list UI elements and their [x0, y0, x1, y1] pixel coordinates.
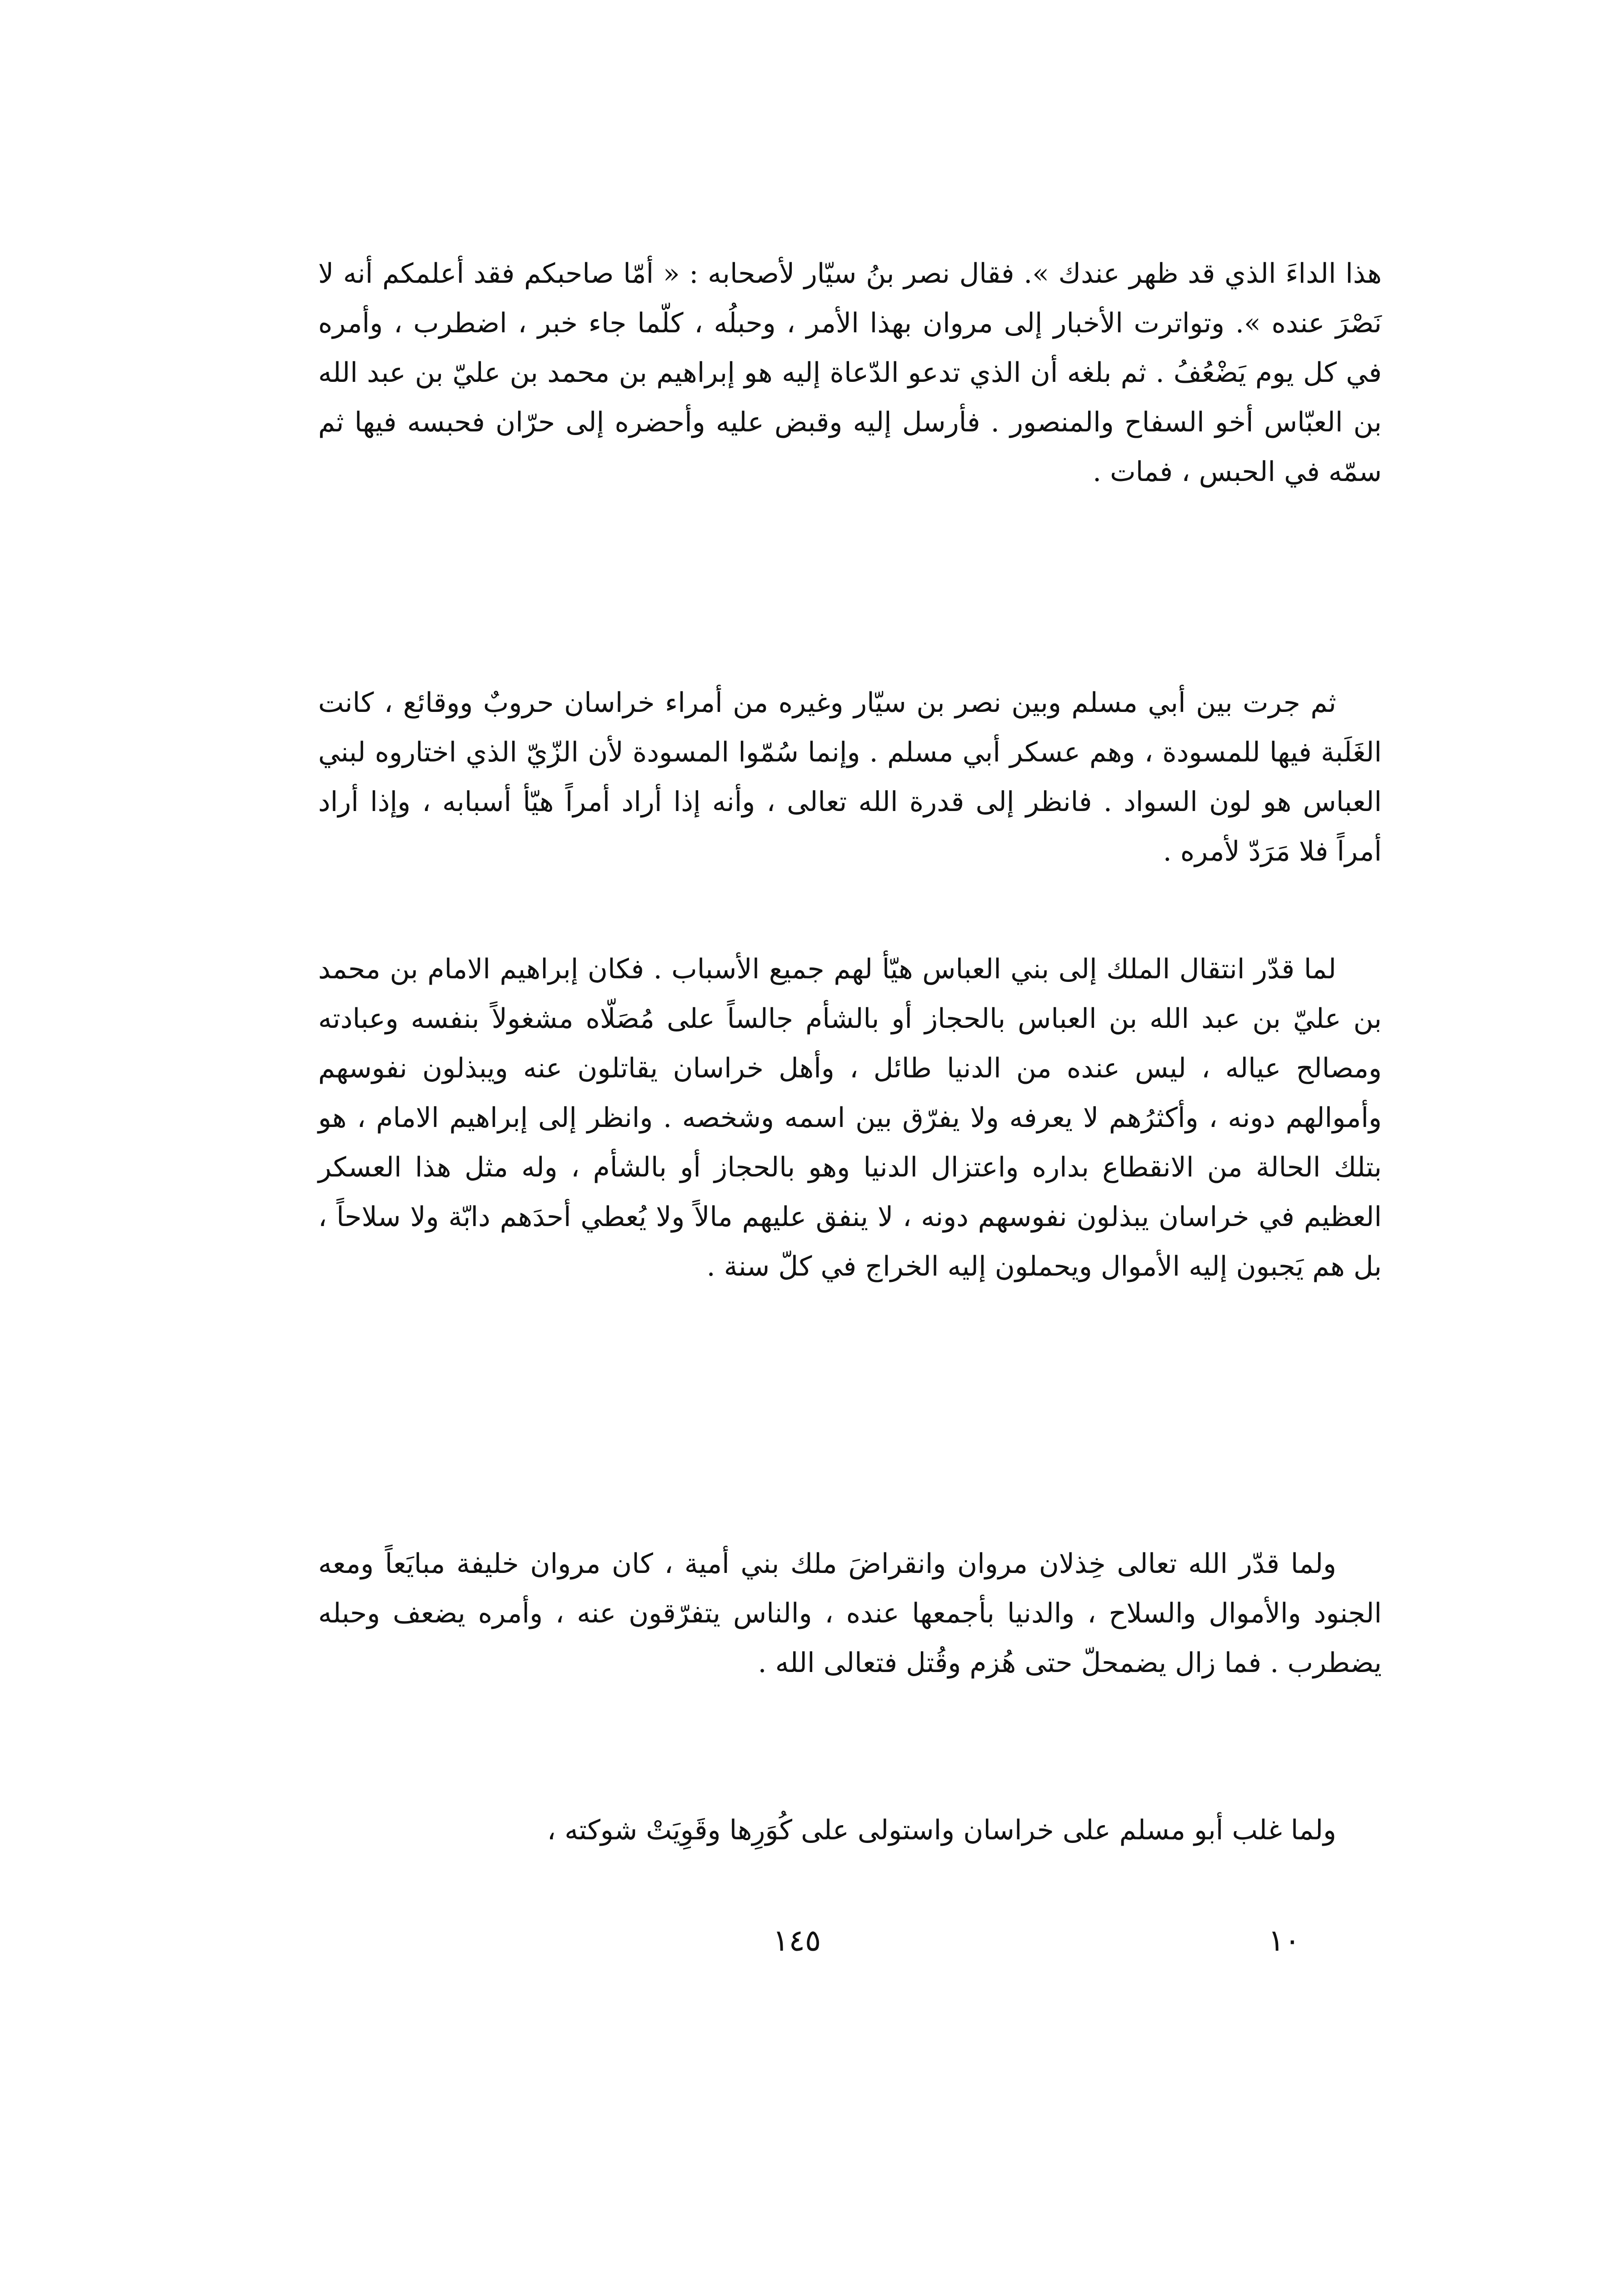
- paragraph-text: ولما غلب أبو مسلم على خراسان واستولى على كُوَرِها وقَوِيَتْ شوكته ،: [547, 1814, 1336, 1846]
- paragraph-text: ولما قدّر الله تعالى خِذلان مروان وانقراضَ ملك بني أمية ، كان مروان خليفة مبايَعاً ومعه الجنود والأموال والسلاح ، والدنيا بأجمعها عنده ، والناس يتفرّقون عنه ، وأمره يضعف وحبله يضطرب . فما زال يضمحلّ حتى هُزم وقُتل فتعالى الله .: [318, 1548, 1382, 1679]
- paragraph-4: [318, 1539, 1382, 1688]
- paragraph-text: لما قدّر انتقال الملك إلى بني العباس هيّأ لهم جميع الأسباب . فكان إبراهيم الامام بن محمد بن عليّ بن عبد الله بن العباس بالحجاز أو بالشأم جالساً على مُصَلّاه مشغولاً بنفسه وعبادته ومصالح عياله ، ليس عنده من الدنيا طائل ، وأهل خراسان يقاتلون عنه ويبذلون نفوسهم وأموالهم دونه ، وأكثرُهم لا يعرفه ولا يفرّق بين اسمه وشخصه . وانظر إلى إبراهيم الامام ، هو بتلك الحالة من الانقطاع بداره واعتزال الدنيا وهو بالحجاز أو بالشأم ، وله مثل هذا العسكر العظيم في خراسان يبذلون نفوسهم دونه ، لا ينفق عليهم مالاً ولا يُعطي أحدَهم دابّة ولا سلاحاً ، بل هم يَجبون إليه الأموال ويحملون إليه الخراج في كلّ سنة .: [318, 953, 1382, 1282]
- paragraph-1: [318, 249, 1382, 497]
- paragraph-5: [318, 1806, 1382, 1855]
- paragraph-text: ثم جرت بين أبي مسلم وبين نصر بن سيّار وغيره من أمراء خراسان حروبٌ ووقائع ، كانت الغَلَبة فيها للمسودة ، وهم عسكر أبي مسلم . وإنما سُمّوا المسودة لأن الزّيّ الذي اختاروه لبني العباس هو لون السواد . فانظر إلى قدرة الله تعالى ، وأنه إذا أراد أمراً هيّأ أسبابه ، وإذا أراد أمراً فلا مَرَدّ لأمره .: [318, 687, 1382, 867]
- paragraph-text: هذا الداءَ الذي قد ظهر عندك ». فقال نصر بنُ سيّار لأصحابه : « أمّا صاحبكم فقد أعلمكم أنه لا نَصْرَ عنده ». وتواترت الأخبار إلى مروان بهذا الأمر ، وحبلُه ، كلّما جاء خبر ، اضطرب ، وأمره في كل يوم يَضْعُفُ . ثم بلغه أن الذي تدعو الدّعاة إليه هو إبراهيم بن محمد بن عليّ بن عبد الله بن العبّاس أخو السفاح والمنصور . فأرسل إليه وقبض عليه وأحضره إلى حرّان فحبسه فيها ثم سمّه في الحبس ، فمات .: [318, 258, 1382, 488]
- paragraph-3: [318, 945, 1382, 1292]
- page-number: ١٤٥: [773, 1923, 821, 1958]
- paragraph-2: [318, 678, 1382, 876]
- signature-mark: ١٠: [1268, 1923, 1300, 1958]
- page-footer: [0, 1923, 1624, 1978]
